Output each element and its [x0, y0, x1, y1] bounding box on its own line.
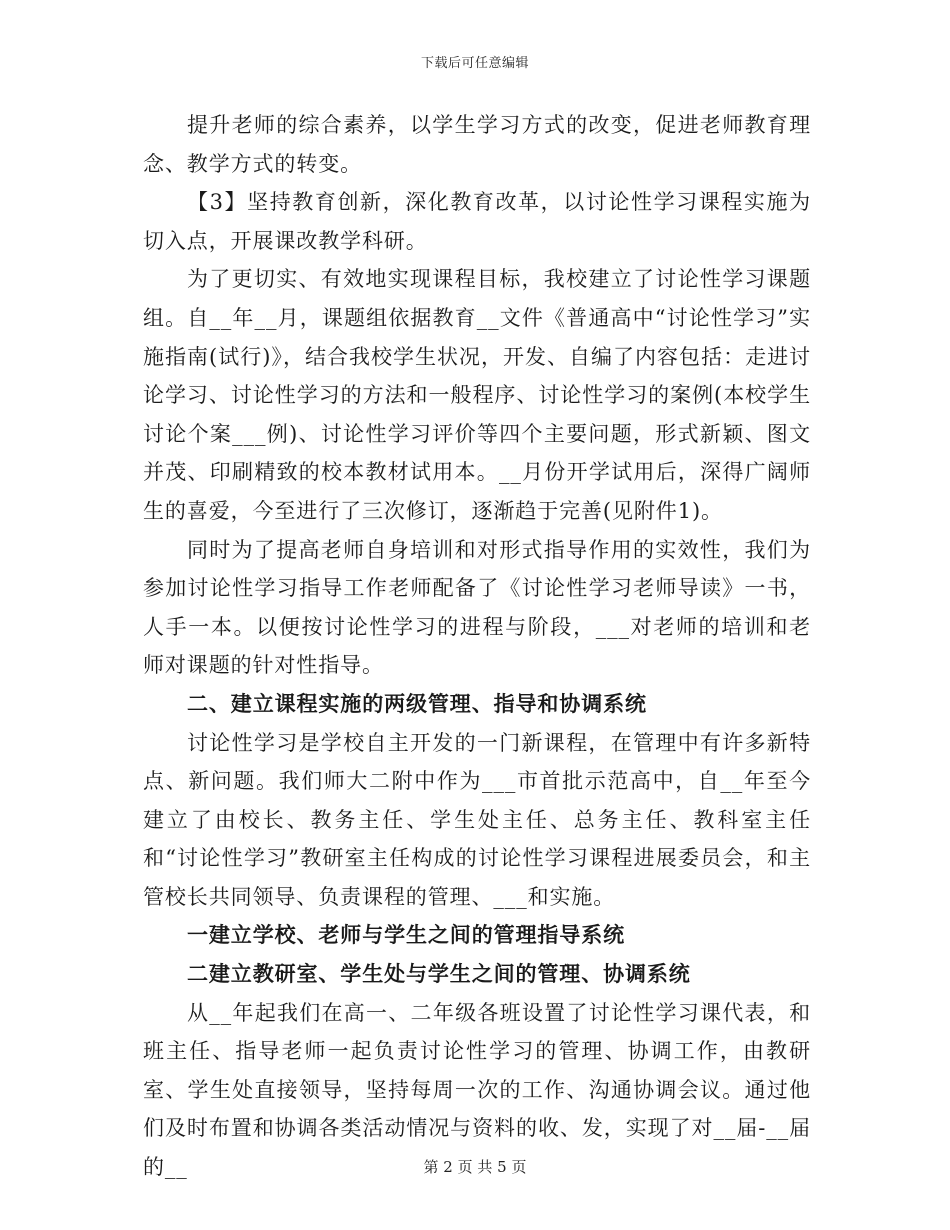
paragraph-6: 从__年起我们在高一、二年级各班设置了讨论性学习课代表，和班主任、指导老师一起负责讨论性学习的管理、协调工作，由教研室、学生处直接领导，坚持每周一次的工作、沟通协调会议。通过他们及时布置和协调各类活动情况与资料的收、发，实现了对__届-__届的__ — [143, 1000, 811, 1180]
paragraph-1: 提升老师的综合素养，以学生学习方式的改变，促进老师教育理念、教学方式的转变。 — [143, 113, 811, 176]
document-body — [143, 106, 811, 1187]
paragraph-3: 为了更切实、有效地实现课程目标，我校建立了讨论性学习课题组。自__年__月，课题组依据教育__文件《普通高中“讨论性学习”实施指南(试行)》，结合我校学生状况，开发、自编了内容包括：走进讨论学习、讨论性学习的方法和一般程序、讨论性学习的案例(本校学生讨论个案___例)、讨论性学习评价等四个主要问题，形式新颖、图文并茂、印刷精致的校本教材试用本。__月份开学试用后，深得广阔师生的喜爱，今至进行了三次修订，逐渐趋于完善(见附件1)。 — [143, 267, 811, 523]
paragraph-4: 同时为了提高老师自身培训和对形式指导作用的实效性，我们为参加讨论性学习指导工作老师配备了《讨论性学习老师导读》一书，人手一本。以便按讨论性学习的进程与阶段，___对老师的培训和老师对课题的针对性指导。 — [143, 537, 811, 678]
page-header: 下载后可任意编辑 — [420, 56, 529, 71]
section-heading-2: 二、建立课程实施的两级管理、指导和协调系统 — [187, 690, 647, 716]
page-footer: 第 2 页 共 5 页 — [423, 1158, 527, 1176]
paragraph-5: 讨论性学习是学校自主开发的一门新课程，在管理中有许多新特点、新问题。我们师大二附中作为___市首批示范高中，自__年至今建立了由校长、教务主任、学生处主任、总务主任、教科室主任和“讨论性学习”教研室主任构成的讨论性学习课程进展委员会，和主管校长共同领导、负责课程的管理、___和实施。 — [143, 730, 811, 909]
subheading-2: 二建立教研室、学生处与学生之间的管理、协调系统 — [187, 961, 691, 987]
paragraph-2: 【3】坚持教育创新，深化教育改革，以讨论性学习课程实施为切入点，开展课改教学科研。 — [143, 190, 811, 253]
subheading-1: 一建立学校、老师与学生之间的管理指导系统 — [187, 922, 625, 948]
